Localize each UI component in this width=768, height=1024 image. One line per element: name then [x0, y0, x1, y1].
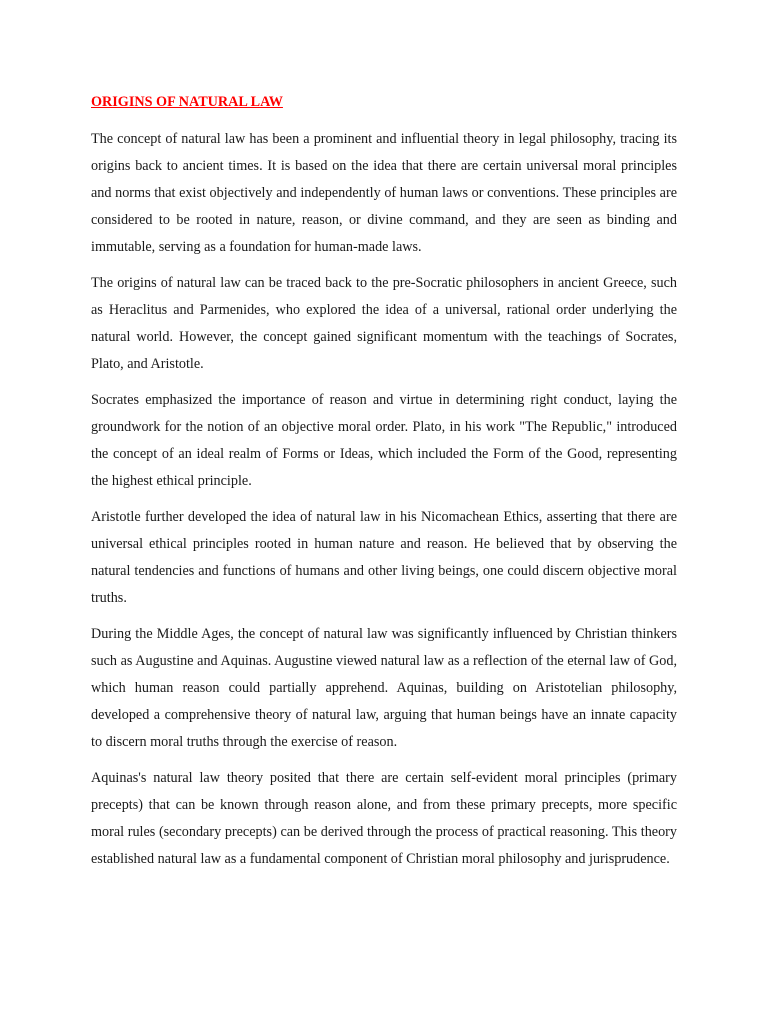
- paragraph-intro: The concept of natural law has been a prominent and influential theory in legal philosophy, tracing its origins back to ancient times. It is based on the idea that there are certain universal moral principles and norms that exist objectively and independently of human laws or conventions. These principles are considered to be rooted in nature, reason, or divine command, and they are seen as binding and immutable, serving as a foundation for human-made laws.: [91, 131, 677, 255]
- paragraph-aristotle: Aristotle further developed the idea of natural law in his Nicomachean Ethics, asserting that there are universal ethical principles rooted in human nature and reason. He believed that by observing the natural tendencies and functions of humans and other living beings, one could discern objective moral truths.: [91, 509, 677, 606]
- paragraph-aquinas: Aquinas's natural law theory posited that there are certain self-evident moral principles (primary precepts) that can be known through reason alone, and from these primary precepts, more specific moral rules (secondary precepts) can be derived through the process of practical reasoning. This theory established natural law as a fundamental component of Christian moral philosophy and jurisprudence.: [91, 770, 677, 867]
- paragraph-pre-socratic: The origins of natural law can be traced back to the pre-Socratic philosophers in ancient Greece, such as Heraclitus and Parmenides, who explored the idea of a universal, rational order underlying the natural world. However, the concept gained significant momentum with the teachings of Socrates, Plato, and Aristotle.: [91, 275, 677, 372]
- document-title: ORIGINS OF NATURAL LAW: [91, 94, 283, 110]
- paragraph-middle-ages: During the Middle Ages, the concept of natural law was significantly influenced by Christian thinkers such as Augustine and Aquinas. Augustine viewed natural law as a reflection of the eternal law of God, which human reason could partially apprehend. Aquinas, building on Aristotelian philosophy, developed a comprehensive theory of natural law, arguing that human beings have an innate capacity to discern moral truths through the exercise of reason.: [91, 626, 677, 750]
- document-body: [91, 92, 677, 882]
- paragraph-socrates-plato: Socrates emphasized the importance of reason and virtue in determining right conduct, laying the groundwork for the notion of an objective moral order. Plato, in his work "The Republic," introduced the concept of an ideal realm of Forms or Ideas, which included the Form of the Good, representing the highest ethical principle.: [91, 392, 677, 489]
